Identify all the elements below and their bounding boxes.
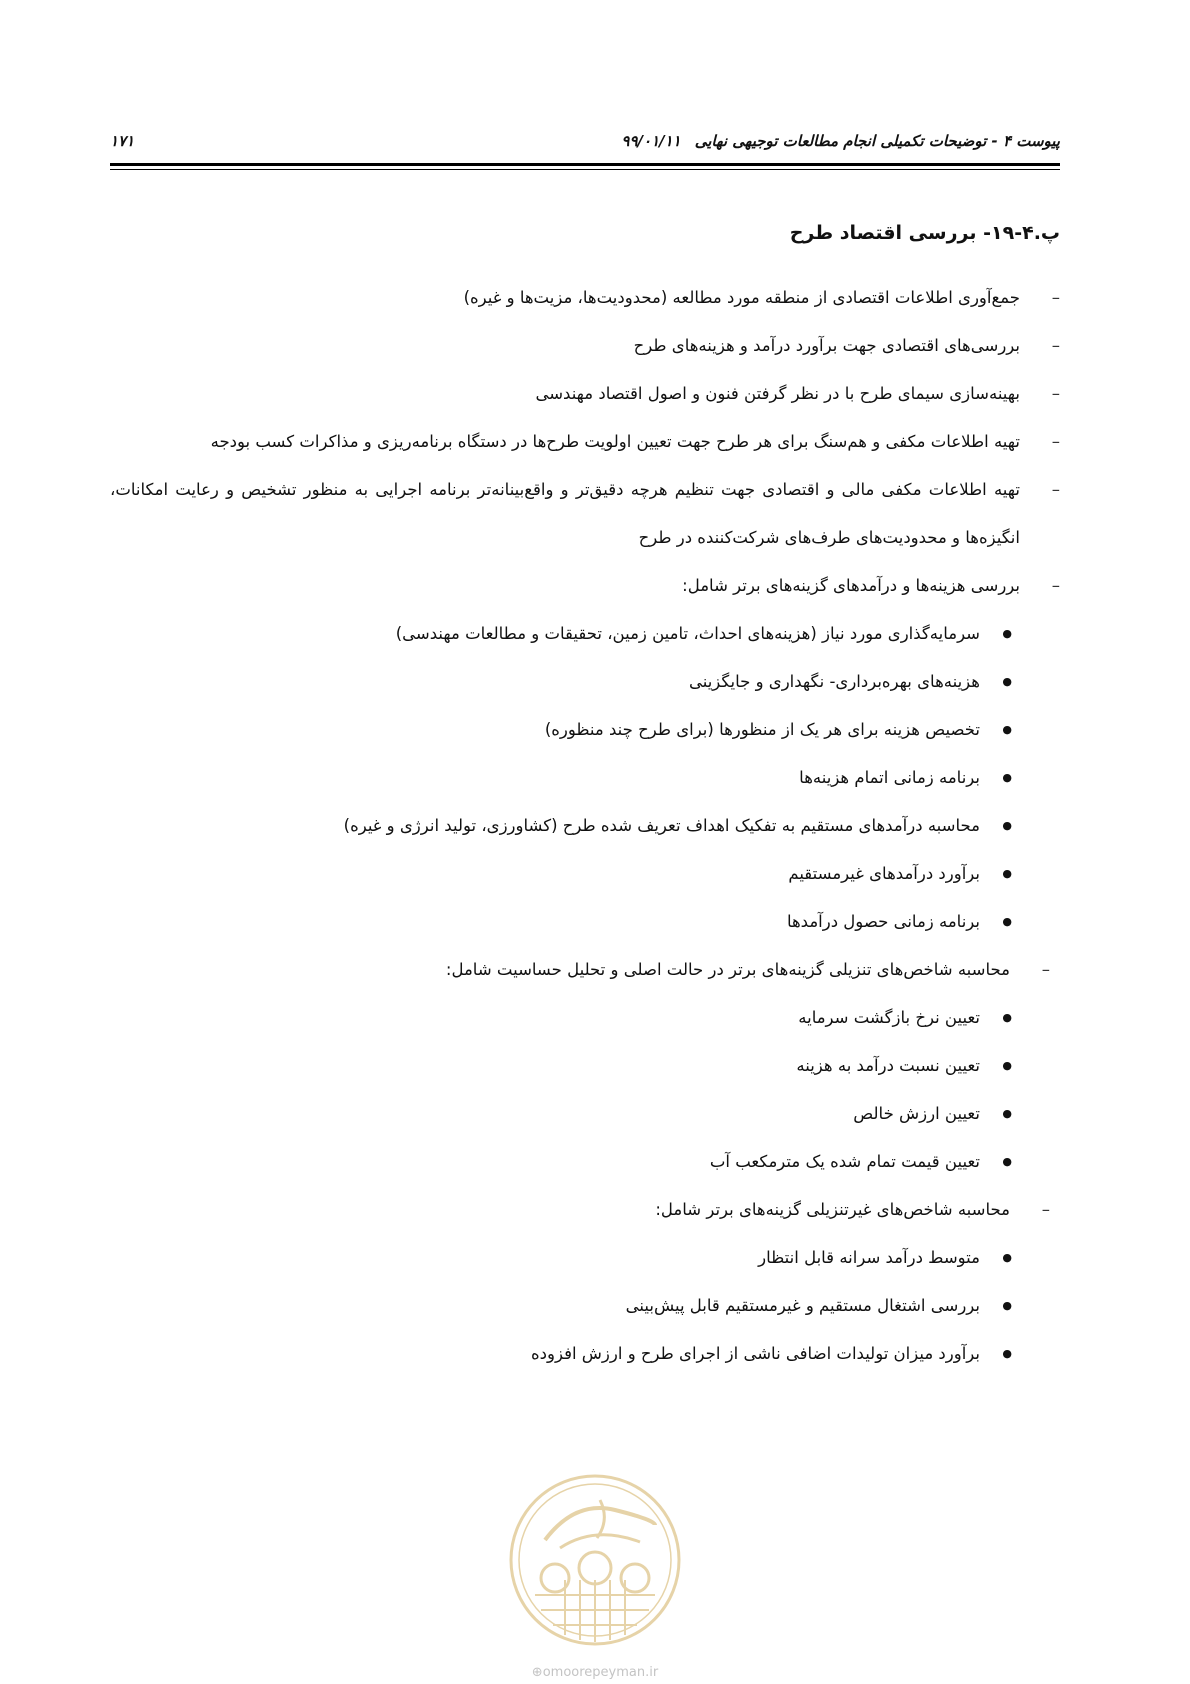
bullet-item: ● متوسط درآمد سرانه قابل انتظار bbox=[110, 1234, 1060, 1282]
section-body bbox=[110, 274, 1060, 1378]
bullet-item: ● تعیین نسبت درآمد به هزینه bbox=[110, 1042, 1060, 1090]
list-item: – بررسی هزینه‌ها و درآمدهای گزینه‌های برتر شامل: bbox=[110, 562, 1060, 610]
bullet-item: ● محاسبه درآمدهای مستقیم به تفکیک اهداف تعریف شده طرح (کشاورزی، تولید انرژی و غیره) bbox=[110, 802, 1060, 850]
list-item: – تهیه اطلاعات مکفی مالی و اقتصادی جهت تنظیم هرچه دقیق‌تر و واقع‌بینانه‌تر برنامه اجرایی به منظور تشخیص و رعایت امکانات، انگیزه‌ها و محدودیت‌های طرف‌های شرکت‌کننده در طرح bbox=[110, 466, 1060, 562]
bullet-item: ● سرمایه‌گذاری مورد نیاز (هزینه‌های احداث، تامین زمین، تحقیقات و مطالعات مهندسی) bbox=[110, 610, 1060, 658]
header-date: ۹۹/۰۱/۱۱ bbox=[621, 132, 681, 150]
list-item: – بررسی‌های اقتصادی جهت برآورد درآمد و هزینه‌های طرح bbox=[110, 322, 1060, 370]
header-rule-thick bbox=[110, 163, 1060, 166]
bullet-item: ● تعیین نرخ بازگشت سرمایه bbox=[110, 994, 1060, 1042]
page-header bbox=[110, 132, 1060, 158]
page-number: ۱۷۱ bbox=[110, 132, 135, 150]
list-item: – بهینه‌سازی سیمای طرح با در نظر گرفتن فنون و اصول اقتصاد مهندسی bbox=[110, 370, 1060, 418]
bullet-item: ● بررسی اشتغال مستقیم و غیرمستقیم قابل پیش‌بینی bbox=[110, 1282, 1060, 1330]
list-item: – محاسبه شاخص‌های تنزیلی گزینه‌های برتر در حالت اصلی و تحلیل حساسیت شامل: bbox=[110, 946, 1050, 994]
watermark-url: ⊕omoorepeyman.ir bbox=[531, 1665, 659, 1680]
list-item: – محاسبه شاخص‌های غیرتنزیلی گزینه‌های برتر شامل: bbox=[110, 1186, 1050, 1234]
bullet-item: ● برآورد درآمدهای غیرمستقیم bbox=[110, 850, 1060, 898]
bullet-item: ● برنامه زمانی حصول درآمدها bbox=[110, 898, 1060, 946]
bullet-item: ● برنامه زمانی اتمام هزینه‌ها bbox=[110, 754, 1060, 802]
list-item: – جمع‌آوری اطلاعات اقتصادی از منطقه مورد مطالعه (محدودیت‌ها، مزیت‌ها و غیره) bbox=[110, 274, 1060, 322]
bullet-item: ● هزینه‌های بهره‌برداری- نگهداری و جایگزینی bbox=[110, 658, 1060, 706]
bullet-item: ● تعیین قیمت تمام شده یک مترمکعب آب bbox=[110, 1138, 1060, 1186]
bullet-item: ● برآورد میزان تولیدات اضافی ناشی از اجرای طرح و ارزش افزوده bbox=[110, 1330, 1060, 1378]
section-heading: پ.۴-۱۹- بررسی اقتصاد طرح bbox=[789, 222, 1060, 244]
list-item: – تهیه اطلاعات مکفی و هم‌سنگ برای هر طرح جهت تعیین اولویت طرح‌ها در دستگاه برنامه‌ریزی و مذاکرات کسب بودجه bbox=[110, 418, 1060, 466]
bullet-item: ● تعیین ارزش خالص bbox=[110, 1090, 1060, 1138]
header-title: پیوست ۴ - توضیحات تکمیلی انجام مطالعات توجیهی نهایی۹۹/۰۱/۱۱ bbox=[621, 132, 1060, 150]
header-rule-thin bbox=[110, 169, 1060, 170]
bullet-item: ● تخصیص هزینه برای هر یک از منظورها (برای طرح چند منظوره) bbox=[110, 706, 1060, 754]
watermark-logo bbox=[505, 1470, 685, 1650]
